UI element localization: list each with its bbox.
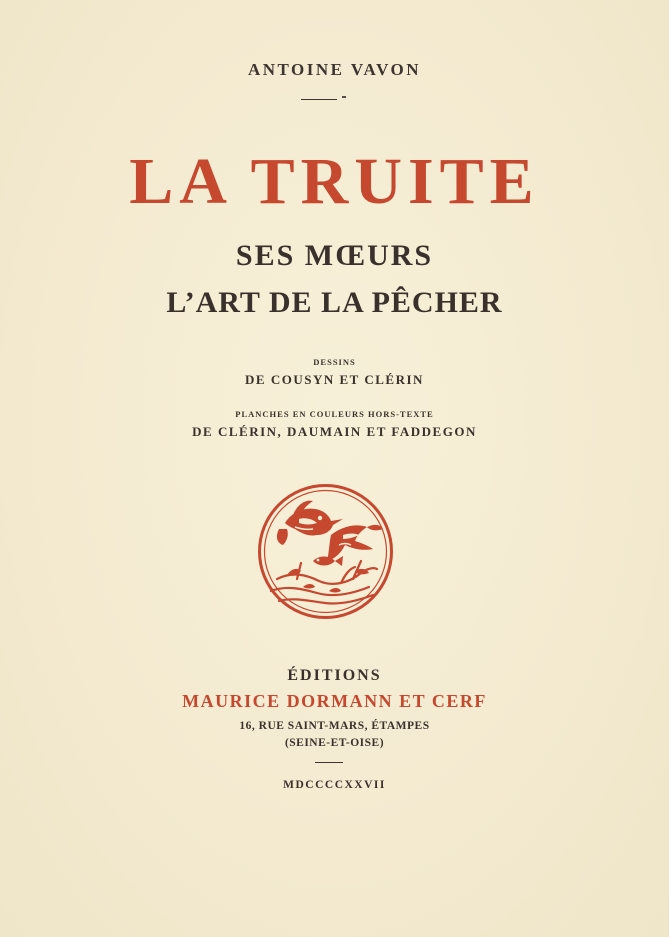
author-name: ANTOINE VAVON: [247, 60, 422, 79]
editions-label: ÉDITIONS: [287, 667, 382, 684]
publisher-address: 16, RUE SAINT-MARS, ÉTAMPES: [239, 720, 430, 732]
subtitle-line-2: L’ART DE LA PÊCHER: [166, 286, 503, 319]
author-divider-ornament: [342, 96, 346, 98]
color-plates-label: PLANCHES EN COULEURS HORS-TEXTE: [235, 409, 434, 419]
publisher-name: MAURICE DORMANN ET CERF: [182, 691, 487, 711]
publisher-department: (SEINE-ET-OISE): [284, 737, 385, 749]
publisher-divider: [315, 762, 343, 763]
illustrations-label: DESSINS: [313, 357, 356, 367]
kingfisher-and-fish-roundel-icon: [257, 483, 394, 620]
subtitle-line-1: SES MŒURS: [235, 239, 434, 272]
publication-year: MDCCCCXXVII: [283, 779, 386, 791]
illustrations-credits: DE COUSYN ET CLÉRIN: [245, 372, 424, 387]
color-plates-credits: DE CLÉRIN, DAUMAIN ET FADDEGON: [192, 424, 477, 439]
author-divider: [301, 99, 337, 100]
book-title: LA TRUITE: [129, 145, 540, 218]
